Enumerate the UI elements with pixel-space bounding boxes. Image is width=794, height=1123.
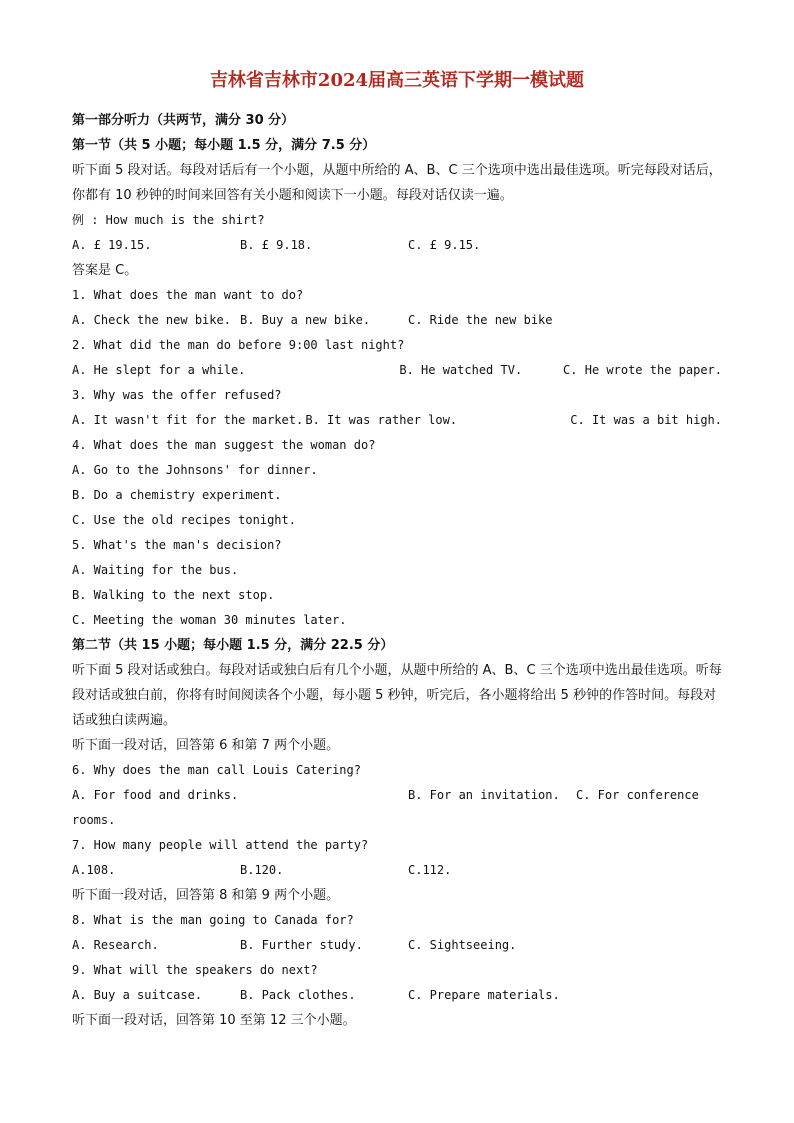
- q4-option-c: C. Use the old recipes tonight.: [72, 513, 296, 527]
- example-option-c: C. £ 9.15.: [408, 238, 481, 252]
- example-option-a: A. £ 19.15.: [72, 238, 152, 252]
- lead-8-9: 听下面一段对话，回答第 8 和第 9 两个小题。: [72, 888, 340, 903]
- q7-option-b: B.120.: [240, 863, 284, 877]
- question-5: 5. What's the man's decision?: [72, 538, 282, 552]
- q5-option-b: B. Walking to the next stop.: [72, 588, 275, 602]
- q6-option-c: C. For conference: [576, 788, 699, 802]
- lead-6-7: 听下面一段对话，回答第 6 和第 7 两个小题。: [72, 738, 340, 753]
- q1-option-c: C. Ride the new bike: [408, 313, 553, 327]
- section1-heading: 第一节（共 5 小题；每小题 1.5 分，满分 7.5 分）: [72, 138, 376, 153]
- lead-10-12: 听下面一段对话，回答第 10 至第 12 三个小题。: [72, 1013, 356, 1028]
- q6-option-a: A. For food and drinks.: [72, 788, 239, 802]
- question-3: 3. Why was the offer refused?: [72, 388, 282, 402]
- q2-option-a: A. He slept for a while.: [72, 363, 246, 377]
- q7-option-c: C.112.: [408, 863, 452, 877]
- q9-option-b: B. Pack clothes.: [240, 988, 356, 1002]
- q3-option-c: C. It was a bit high.: [570, 413, 722, 427]
- q7-option-a: A.108.: [72, 863, 116, 877]
- example-answer: 答案是 C。: [72, 263, 138, 278]
- q4-option-b: B. Do a chemistry experiment.: [72, 488, 282, 502]
- q6-option-b: B. For an invitation.: [408, 788, 560, 802]
- question-4: 4. What does the man suggest the woman do?: [72, 438, 376, 452]
- question-1-options: [72, 308, 722, 333]
- q8-option-c: C. Sightseeing.: [408, 938, 517, 952]
- section2-instructions: 听下面 5 段对话或独白。每段对话或独白后有几个小题，从题中所给的 A、B、C 三个选项中选出最佳选项。听每段对话或独白前，你将有时间阅读各个小题，每小题 5 秒钟，听完后，各小题将给出 5 秒钟的作答时间。每段对话或独白读两遍。: [72, 663, 722, 728]
- q9-option-c: C. Prepare materials.: [408, 988, 560, 1002]
- question-6-options: [72, 783, 722, 808]
- page-title: 吉林省吉林市2024届高三英语下学期一模试题: [209, 70, 585, 91]
- example-options: [72, 233, 722, 258]
- question-3-options: [72, 408, 722, 433]
- question-8-options: [72, 933, 722, 958]
- part1-heading: 第一部分听力（共两节，满分 30 分）: [72, 113, 295, 128]
- section2-heading: 第二节（共 15 小题；每小题 1.5 分，满分 22.5 分）: [72, 638, 394, 653]
- question-9: 9. What will the speakers do next?: [72, 963, 318, 977]
- q5-option-c: C. Meeting the woman 30 minutes later.: [72, 613, 347, 627]
- q8-option-b: B. Further study.: [240, 938, 363, 952]
- q1-option-b: B. Buy a new bike.: [240, 313, 371, 327]
- q9-option-a: A. Buy a suitcase.: [72, 988, 203, 1002]
- q6-option-c-continued: rooms.: [72, 813, 116, 827]
- question-2-options: [72, 358, 722, 383]
- question-7-options: [72, 858, 722, 883]
- example-option-b: B. £ 9.18.: [240, 238, 313, 252]
- q4-option-a: A. Go to the Johnsons' for dinner.: [72, 463, 318, 477]
- q1-option-a: A. Check the new bike.: [72, 313, 231, 327]
- q3-option-a: A. It wasn't fit for the market.: [72, 413, 304, 427]
- question-8: 8. What is the man going to Canada for?: [72, 913, 354, 927]
- question-9-options: [72, 983, 722, 1008]
- q2-option-c: C. He wrote the paper.: [563, 363, 722, 377]
- q3-option-b: B. It was rather low.: [305, 413, 458, 427]
- section1-instructions: 听下面 5 段对话。每段对话后有一个小题，从题中所给的 A、B、C 三个选项中选出最佳选项。听完每段对话后，你都有 10 秒钟的时间来回答有关小题和阅读下一小题。每段对话仅读一遍。: [72, 163, 722, 203]
- example-question: 例 : How much is the shirt?: [72, 213, 265, 227]
- question-1: 1. What does the man want to do?: [72, 288, 304, 302]
- question-6: 6. Why does the man call Louis Catering?: [72, 763, 361, 777]
- q8-option-a: A. Research.: [72, 938, 159, 952]
- q2-option-b: B. He watched TV.: [399, 363, 523, 377]
- question-7: 7. How many people will attend the party?: [72, 838, 369, 852]
- question-2: 2. What did the man do before 9:00 last night?: [72, 338, 405, 352]
- q5-option-a: A. Waiting for the bus.: [72, 563, 239, 577]
